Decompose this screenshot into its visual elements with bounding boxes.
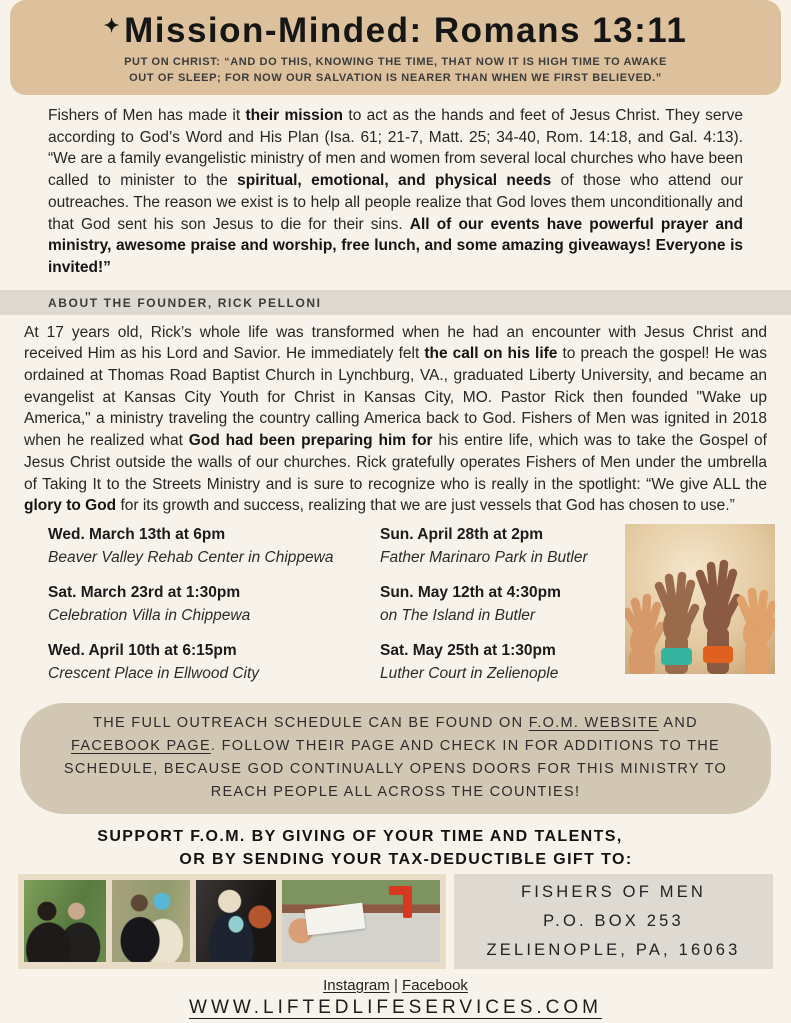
mission-text: of those who attend our outreaches. The reason we exist is to help all people realize that God loves them unconditionally and that God sent his son Jesus to die for their sins.	[48, 172, 743, 233]
photo-women-embracing	[112, 880, 190, 962]
scripture-subtitle	[30, 54, 761, 86]
support-callout	[0, 826, 720, 870]
mission-bold-their-mission: their mission	[245, 107, 344, 124]
event-datetime: Sun. May 12th at 4:30pm	[380, 583, 561, 601]
founder-text: At 17 years old, Rick’s whole life was transformed when he had an encounter with Jesus Christ and received Him as his Lord and Savior. He immediately felt	[24, 323, 767, 363]
notice-text: THE FULL OUTREACH SCHEDULE CAN BE FOUND ON	[93, 714, 529, 731]
event-item	[380, 582, 625, 626]
photo-singer-microphone	[196, 880, 276, 962]
address-city-state-zip: ZELIENOPLE, PA, 16063	[486, 940, 741, 959]
photo-strip	[18, 874, 446, 969]
social-links	[0, 977, 791, 994]
mission-bold-events: All of our events have powerful prayer and ministry, awesome praise and worship, free lunch, and some amazing giveaways! Everyone is invited!”	[48, 215, 743, 276]
founder-bold-call: the call on his life	[424, 345, 558, 363]
schedule-notice-box	[20, 703, 771, 814]
support-line-2: OR BY SENDING YOUR TAX-DEDUCTIBLE GIFT TO:	[179, 850, 633, 868]
envelope	[305, 903, 366, 936]
event-item	[48, 524, 380, 568]
event-datetime: Sat. May 25th at 1:30pm	[380, 641, 556, 659]
sparkle-icon: ✦	[103, 16, 122, 37]
photo-worship-musicians	[24, 880, 106, 962]
facebook-page-link[interactable]: FACEBOOK PAGE	[71, 737, 211, 754]
website-link[interactable]: WWW.LIFTEDLIFESERVICES.COM	[189, 996, 602, 1018]
mission-bold-needs: spiritual, emotional, and physical needs	[237, 172, 552, 190]
event-item	[48, 582, 380, 626]
page-title	[30, 7, 761, 51]
address-po-box: P.O. BOX 253	[543, 911, 684, 930]
founder-bold-glory: glory to God	[24, 497, 117, 515]
event-venue: Luther Court in Zelienople	[380, 664, 559, 682]
link-separator: |	[393, 976, 398, 994]
event-venue: Celebration Villa in Chippewa	[48, 606, 251, 624]
mission-text: to act as the hands and feet of Jesus Christ. They serve according to God’s Word and His Plan (Isa. 61; 21-7, Matt. 25; 34-40, Rom. 14:18, and Gal. 4:13). “We are a family evangelistic ministry of men and women from several local churches who have been called to minister to the	[48, 107, 743, 190]
event-venue: on The Island in Butler	[380, 606, 536, 624]
event-datetime: Sun. April 28th at 2pm	[380, 525, 544, 543]
teal-wristband	[661, 648, 692, 665]
instagram-link[interactable]: Instagram	[323, 976, 390, 994]
mission-paragraph	[48, 105, 743, 279]
event-venue: Beaver Valley Rehab Center in Chippewa	[48, 548, 334, 566]
founder-paragraph	[24, 322, 767, 517]
bottom-row	[18, 874, 773, 969]
mailing-address-block	[454, 874, 773, 969]
schedule-column-right	[380, 524, 625, 684]
scripture-line-1: PUT ON CHRIST: “AND DO THIS, KNOWING THE TIME, THAT NOW IT IS HIGH TIME TO AWAKE	[124, 56, 667, 68]
event-item	[380, 524, 625, 568]
founder-section-header: ABOUT THE FOUNDER, RICK PELLONI	[0, 290, 791, 315]
founder-text: for its growth and success, realizing that we are just vessels that God has chosen to use.”	[116, 497, 735, 515]
scripture-line-2: OUT OF SLEEP; FOR NOW OUR SALVATION IS NEARER THAN WHEN WE FIRST BELIEVED.”	[129, 72, 662, 84]
mission-text: Fishers of Men has made it	[48, 107, 246, 124]
event-datetime: Wed. March 13th at 6pm	[48, 525, 226, 543]
event-venue: Crescent Place in Ellwood City	[48, 664, 260, 682]
schedule-column-left	[48, 524, 380, 684]
notice-text: AND	[658, 714, 698, 731]
page-title-text: Mission-Minded: Romans 13:11	[124, 11, 688, 50]
support-line-1: SUPPORT F.O.M. BY GIVING OF YOUR TIME AND TALENTS,	[97, 827, 623, 845]
orange-wristband	[703, 646, 733, 663]
event-datetime: Wed. April 10th at 6:15pm	[48, 641, 237, 659]
outreach-schedule	[48, 524, 775, 684]
notice-text: . FOLLOW THEIR PAGE AND CHECK IN FOR ADDITIONS TO THE SCHEDULE, BECAUSE GOD CONTINUALLY OPENS DOORS FOR THIS MINISTRY TO REACH PEOPLE ALL ACROSS THE COUNTIES!	[63, 737, 728, 800]
event-item	[48, 640, 380, 684]
photo-mailbox-envelope	[282, 880, 440, 962]
address-org-name: FISHERS OF MEN	[520, 882, 707, 901]
facebook-link[interactable]: Facebook	[402, 976, 468, 994]
event-datetime: Sat. March 23rd at 1:30pm	[48, 583, 241, 601]
founder-text: his entire life, which was to take the Gospel of Jesus Christ outside the walls of our churches. Rick gratefully operates Fishers of Men under the umbrella of Taking It to the Streets Ministry and is sure to recognize who is really in the spotlight: “We give ALL the	[24, 432, 767, 493]
founder-text: to preach the gospel! He was ordained at Thomas Road Baptist Church in Lynchburg, VA., graduated Liberty University, and became an evangelist at Kansas City Youth for Christ in Kansas City, MO. Pastor Rick then founded "Wake up America," a ministry traveling the country calling America back to God. Fishers of Men was ignited in 2018 when he realized what	[24, 345, 767, 450]
website-line	[0, 997, 791, 1019]
mailbox-flag	[403, 886, 412, 918]
fom-website-link[interactable]: F.O.M. WEBSITE	[528, 714, 659, 731]
header-banner	[10, 0, 781, 95]
raised-hands-image	[625, 524, 775, 674]
founder-bold-preparing: God had been preparing him for	[188, 432, 433, 450]
event-venue: Father Marinaro Park in Butler	[380, 548, 588, 566]
event-item	[380, 640, 625, 684]
